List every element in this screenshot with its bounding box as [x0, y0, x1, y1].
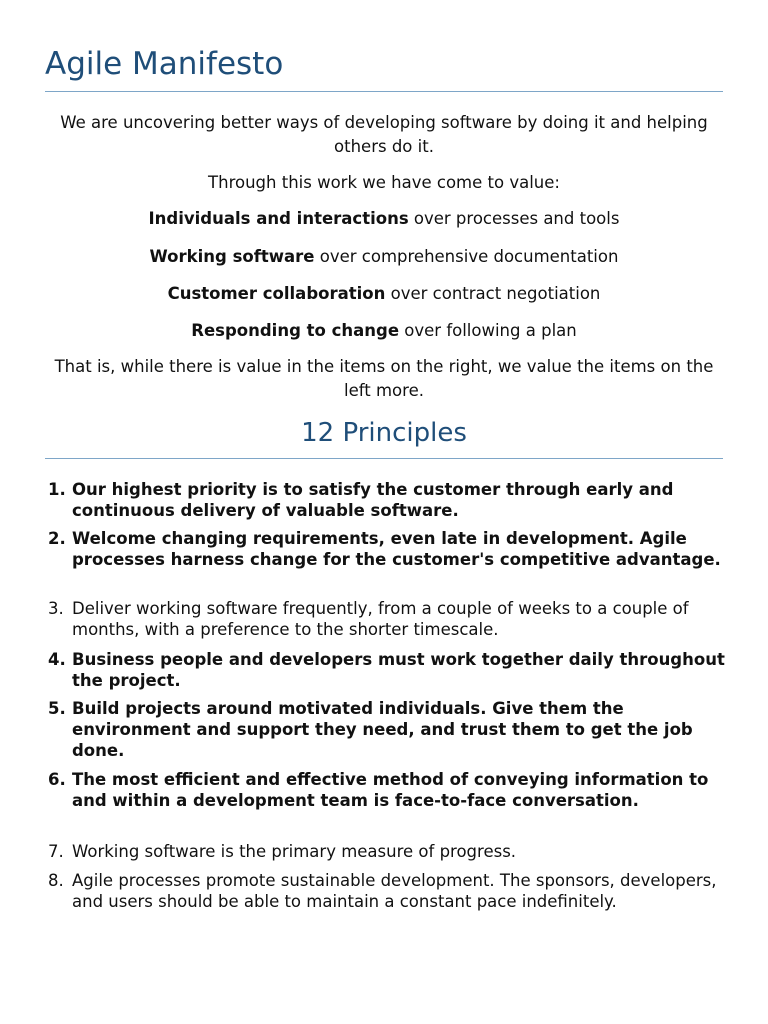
value-statement	[40, 319, 728, 343]
title-divider	[45, 91, 723, 92]
value-statement	[40, 207, 728, 231]
value-rest: over processes and tools	[408, 209, 620, 228]
principle-number: 3.	[48, 599, 64, 618]
principle-number: 6.	[48, 770, 66, 789]
principle-item	[45, 598, 725, 640]
conclusion-paragraph: That is, while there is value in the items on the right, we value the items on the left more.	[54, 357, 714, 400]
value-bold: Customer collaboration	[167, 284, 386, 303]
principle-item	[45, 528, 725, 570]
principle-item	[45, 649, 725, 691]
principle-number: 8.	[48, 871, 64, 890]
principle-text: Welcome changing requirements, even late in development. Agile processes harness change for the customer's competitive advantage.	[72, 529, 721, 569]
value-rest: over comprehensive documentation	[314, 247, 619, 266]
principle-number: 4.	[48, 650, 66, 669]
principle-item	[45, 769, 725, 811]
value-bold: Working software	[149, 247, 315, 266]
principle-number: 7.	[48, 842, 64, 861]
principle-number: 5.	[48, 699, 66, 718]
principle-number: 1.	[48, 480, 66, 499]
principles-divider	[45, 458, 723, 459]
principle-text: Agile processes promote sustainable development. The sponsors, developers, and users should be able to maintain a constant pace indefinitely.	[72, 871, 717, 911]
lead-in-paragraph: Through this work we have come to value:	[208, 173, 560, 192]
principle-item	[45, 479, 725, 521]
page-title: Agile Manifesto	[45, 46, 284, 82]
value-bold: Individuals and interactions	[148, 209, 409, 228]
principle-text: Deliver working software frequently, from a couple of weeks to a couple of months, with a preference to the shorter timescale.	[72, 599, 689, 639]
principle-text: The most efficient and effective method of conveying information to and within a development team is face-to-face conversation.	[72, 770, 709, 810]
intro-paragraph: We are uncovering better ways of developing software by doing it and helping others do it.	[60, 113, 708, 156]
value-rest: over following a plan	[399, 321, 577, 340]
principle-number: 2.	[48, 529, 66, 548]
principle-item	[45, 870, 725, 912]
value-statement	[40, 245, 728, 269]
principle-item	[45, 841, 725, 862]
principle-text: Build projects around motivated individuals. Give them the environment and support they need, and trust them to get the job done.	[72, 699, 693, 760]
principle-item	[45, 698, 725, 761]
principle-text: Our highest priority is to satisfy the customer through early and continuous delivery of valuable software.	[72, 480, 674, 520]
principles-heading: 12 Principles	[301, 418, 467, 448]
value-rest: over contract negotiation	[385, 284, 601, 303]
principle-text: Working software is the primary measure of progress.	[72, 842, 517, 861]
value-statement	[40, 282, 728, 306]
value-bold: Responding to change	[191, 321, 400, 340]
principle-text: Business people and developers must work together daily throughout the project.	[72, 650, 725, 690]
